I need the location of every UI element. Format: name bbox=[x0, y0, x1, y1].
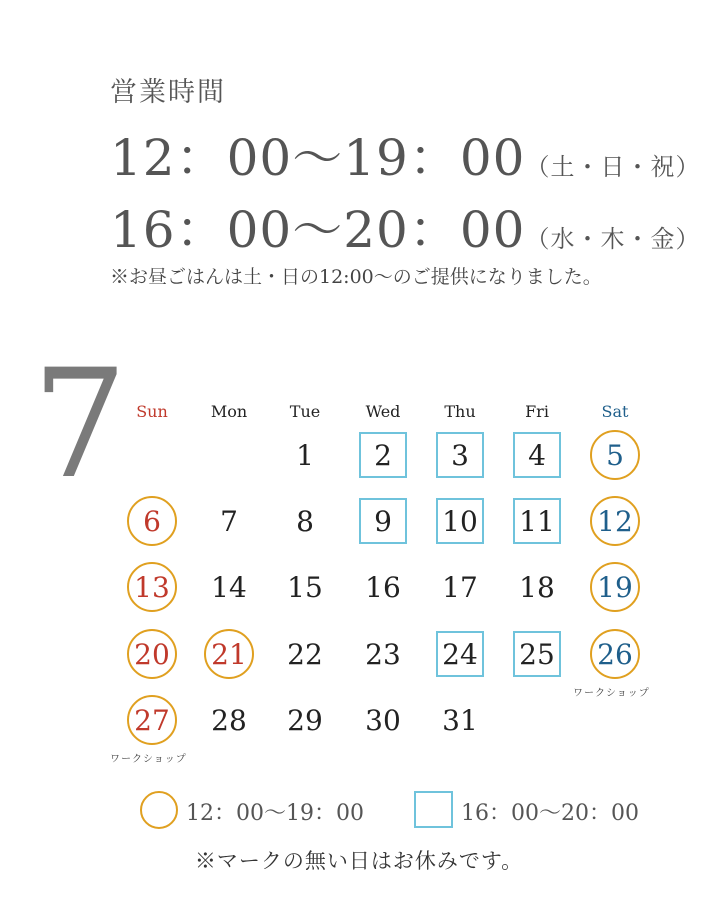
calendar-day-27: 27 bbox=[127, 695, 177, 745]
calendar-day-26: 26 bbox=[590, 629, 640, 679]
calendar-day-1: 1 bbox=[296, 438, 314, 472]
calendar-day-7: 7 bbox=[220, 504, 238, 538]
weekday-header-thu: Thu bbox=[444, 402, 476, 421]
hours-time-weekend: 12：00〜19：00 bbox=[110, 129, 526, 187]
calendar-day-18: 18 bbox=[519, 570, 555, 604]
calendar-day-25: 25 bbox=[513, 631, 561, 677]
calendar-day-31: 31 bbox=[442, 703, 478, 737]
legend-circle-label: 12：00〜19：00 bbox=[186, 801, 364, 826]
calendar-day-22: 22 bbox=[287, 637, 323, 671]
legend-square-label: 16：00〜20：00 bbox=[461, 801, 639, 826]
weekday-header-mon: Mon bbox=[210, 402, 248, 421]
calendar-day-3: 3 bbox=[436, 432, 484, 478]
hours-time-weekday: 16：00〜20：00 bbox=[110, 201, 526, 259]
calendar-day-30: 30 bbox=[365, 703, 401, 737]
legend-circle-icon bbox=[140, 791, 178, 829]
weekday-header-sun: Sun bbox=[136, 402, 168, 421]
calendar-day-23: 23 bbox=[365, 637, 401, 671]
weekday-header-sat: Sat bbox=[601, 402, 629, 421]
calendar-day-19: 19 bbox=[590, 562, 640, 612]
calendar-day-11: 11 bbox=[513, 498, 561, 544]
workshop-note: ワークショップ bbox=[573, 688, 650, 699]
calendar-day-4: 4 bbox=[513, 432, 561, 478]
month-number: 7 bbox=[32, 338, 128, 512]
calendar-day-2: 2 bbox=[359, 432, 407, 478]
calendar-day-5: 5 bbox=[590, 430, 640, 480]
calendar-day-15: 15 bbox=[287, 570, 323, 604]
calendar-day-17: 17 bbox=[442, 570, 478, 604]
calendar-day-20: 20 bbox=[127, 629, 177, 679]
hours-heading: 営業時間 bbox=[110, 77, 226, 108]
calendar-day-8: 8 bbox=[296, 504, 314, 538]
calendar-day-16: 16 bbox=[365, 570, 401, 604]
calendar-day-13: 13 bbox=[127, 562, 177, 612]
calendar-day-21: 21 bbox=[204, 629, 254, 679]
calendar-day-24: 24 bbox=[436, 631, 484, 677]
calendar-day-10: 10 bbox=[436, 498, 484, 544]
calendar-day-12: 12 bbox=[590, 496, 640, 546]
closed-days-note: ※マークの無い日はお休みです。 bbox=[194, 849, 524, 873]
hours-line-weekend bbox=[110, 118, 701, 190]
workshop-note: ワークショップ bbox=[110, 754, 187, 765]
legend-square-icon bbox=[414, 791, 453, 828]
weekday-header-wed: Wed bbox=[365, 402, 401, 421]
lunch-note: ※お昼ごはんは土・日の12:00〜のご提供になりました。 bbox=[110, 266, 602, 288]
weekday-header-fri: Fri bbox=[525, 402, 549, 421]
calendar-day-14: 14 bbox=[211, 570, 247, 604]
calendar-day-29: 29 bbox=[287, 703, 323, 737]
hours-days-weekday: （水・木・金） bbox=[525, 225, 701, 253]
calendar-day-9: 9 bbox=[359, 498, 407, 544]
weekday-header-tue: Tue bbox=[289, 402, 321, 421]
calendar-day-6: 6 bbox=[127, 496, 177, 546]
hours-line-weekday bbox=[110, 190, 701, 262]
calendar-day-28: 28 bbox=[211, 703, 247, 737]
hours-days-weekend: （土・日・祝） bbox=[525, 153, 701, 181]
